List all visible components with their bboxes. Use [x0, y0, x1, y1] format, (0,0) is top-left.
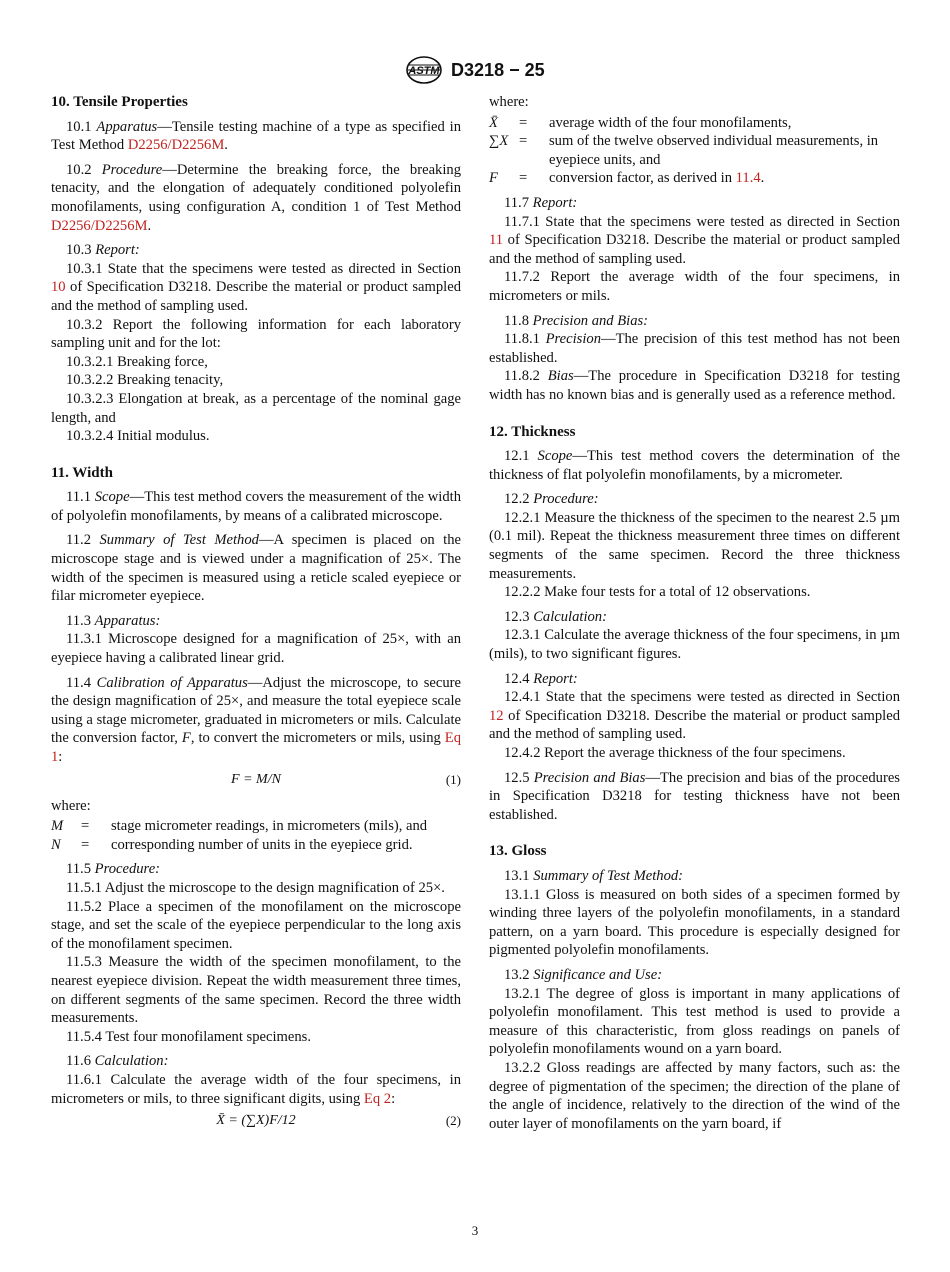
- para-10-3-2-4: 10.3.2.4 Initial modulus.: [66, 428, 210, 445]
- page-number: 3: [471, 1223, 479, 1238]
- para-11-8-1: 11.8.1 Precision—The precision of this test method has not been established.: [489, 331, 900, 366]
- left-column: [51, 93, 461, 1138]
- para-10-3-2: 10.3.2 Report the following information for each laboratory sampling unit and for the lot:: [51, 316, 461, 352]
- astm-logo-icon: [405, 55, 443, 85]
- para-10-3-2-3: 10.3.2.3 Elongation at break, as a percentage of the nominal gage length, and: [51, 390, 461, 426]
- para-13-2-2: 13.2.2 Gloss readings are affected by many factors, such as: the degree of pigmentation of the specimen; the direction of the plane of the angle of incidence, relatively to the direction of the wind of the outer layer of monofilaments on the yarn board, if: [489, 1059, 900, 1132]
- para-11-6-1: 11.6.1 Calculate the average width of the four specimens, in micrometers or mils, to three significant digits, using Eq 2:: [51, 1071, 461, 1107]
- definition-row: F = conversion factor, as derived in 11.4.: [489, 170, 765, 187]
- where-label: where:: [489, 94, 529, 110]
- section-10-title: 10. Tensile Properties: [51, 94, 188, 110]
- para-11-8-2: 11.8.2 Bias—The procedure in Specification D3218 for testing width has no known bias and is generally used as a reference method.: [489, 368, 900, 403]
- link-section-12[interactable]: 12: [489, 707, 504, 724]
- para-12-2: 12.2 Procedure:: [504, 491, 599, 508]
- para-10-3: 10.3 Report:: [66, 242, 140, 259]
- para-11-5-4: 11.5.4 Test four monofilament specimens.: [66, 1028, 312, 1045]
- definition-row: M = stage micrometer readings, in micrometers (mils), and: [51, 818, 428, 835]
- link-d2256[interactable]: D2256/D2256M: [127, 137, 225, 154]
- equation-1-formula: F = M/N: [231, 771, 281, 787]
- equation-2: [51, 1112, 461, 1134]
- para-12-4: 12.4 Report:: [504, 670, 578, 687]
- para-13-1: 13.1 Summary of Test Method:: [504, 867, 684, 884]
- para-11-4: 11.4 Calibration of Apparatus—Adjust the microscope, to secure the design magnification of 25×, and measure the total eyepiece scale using a stage micrometer, graduated in micrometers or mils. Calculate the conversion factor, F, to convert the micrometers or mils, using Eq 1:: [51, 674, 461, 765]
- para-11-5-1: 11.5.1 Adjust the microscope to the design magnification of 25×.: [66, 879, 445, 896]
- para-12-3: 12.3 Calculation:: [504, 608, 607, 625]
- variable-definitions-2: [489, 114, 900, 188]
- para-11-8: 11.8 Precision and Bias:: [504, 312, 649, 329]
- where-label: where:: [51, 797, 91, 814]
- para-13-2: 13.2 Significance and Use:: [504, 966, 663, 983]
- para-12-2-1: 12.2.1 Measure the thickness of the specimen to the nearest 2.5 µm (0.1 mil). Repeat the thickness measurement three times on different segments of the same specimen. Record the three thickness measurements.: [489, 509, 900, 582]
- variable-definitions-1: [51, 817, 461, 854]
- right-column: [489, 93, 900, 1133]
- link-11-4[interactable]: 11.4: [735, 170, 761, 187]
- para-11-5-3: 11.5.3 Measure the width of the specimen monofilament, to the nearest eyepiece division. Repeat the width measurement three times, on different segments of the same specimen. Record the three width measurements.: [51, 954, 461, 1027]
- para-10-3-2-1: 10.3.2.1 Breaking force,: [66, 353, 208, 370]
- para-11-3-1: 11.3.1 Microscope designed for a magnification of 25×, with an eyepiece having a calibrated linear grid.: [51, 631, 461, 667]
- equation-1-number: (1): [445, 771, 461, 787]
- para-11-3: 11.3 Apparatus:: [66, 612, 161, 629]
- para-12-4-1: 12.4.1 State that the specimens were tested as directed in Section 12 of Specification D3218. Describe the material or product sampled and the method of sampling used.: [489, 689, 900, 743]
- equation-1: [51, 771, 461, 793]
- link-d2256[interactable]: D2256/D2256M: [51, 217, 148, 234]
- para-11-5: 11.5 Procedure:: [66, 861, 161, 878]
- equation-2-formula: X̄ = (∑X)F/12: [216, 1113, 296, 1129]
- para-10-3-1: 10.3.1 State that the specimens were tested as directed in Section 10 of Specification D3218. Describe the material or product sampled and the method of sampling used.: [51, 260, 461, 314]
- para-12-2-2: 12.2.2 Make four tests for a total of 12 observations.: [504, 584, 811, 601]
- para-12-3-1: 12.3.1 Calculate the average thickness of the four specimens, in µm (mils), to two significant figures.: [489, 627, 900, 663]
- section-12-title: 12. Thickness: [489, 423, 576, 440]
- para-11-7: 11.7 Report:: [504, 194, 578, 211]
- para-10-2: 10.2 Procedure—Determine the breaking force, the breaking tenacity, and the elongation of adequately conditioned polyolefin monofilaments, using configuration A, condition 1 of Test Method D2256/D2256M.: [51, 161, 461, 234]
- para-11-2: 11.2 Summary of Test Method—A specimen is placed on the microscope stage and is viewed under a magnification of 25×. The width of the specimen is measured using a reticle scaled eyepiece or filar micrometer eyepiece.: [51, 532, 461, 605]
- definition-row: N = corresponding number of units in the eyepiece grid.: [51, 836, 413, 853]
- link-section-10[interactable]: 10: [51, 279, 66, 296]
- para-13-2-1: 13.2.1 The degree of gloss is important in many applications of polyolefin monofilament. This test method is used to provide a measure of this characteristic, from gloss readings on panels of polyolefin monofilaments wound on a yarn board.: [489, 985, 900, 1058]
- para-12-4-2: 12.4.2 Report the average thickness of the four specimens.: [504, 745, 846, 761]
- definition-row: X̄ = average width of the four monofilaments,: [489, 114, 792, 131]
- para-10-3-2-2: 10.3.2.2 Breaking tenacity,: [66, 372, 224, 389]
- para-11-7-2: 11.7.2 Report the average width of the four specimens, in micrometers or mils.: [489, 269, 900, 304]
- para-11-6: 11.6 Calculation:: [66, 1053, 169, 1070]
- link-eq-1[interactable]: Eq 1: [51, 730, 461, 765]
- svg-text:ASTM: ASTM: [408, 65, 440, 77]
- para-13-1-1: 13.1.1 Gloss is measured on both sides of a specimen formed by winding three layers of the polyolefin monofilaments, in a standard pattern, on a yarn board. This procedure is especially designed for pigmented polyolefin monofilaments.: [489, 886, 900, 959]
- page-header: [0, 55, 950, 85]
- equation-2-number: (2): [445, 1113, 461, 1129]
- section-13-title: 13. Gloss: [489, 843, 547, 860]
- link-section-11[interactable]: 11: [489, 232, 504, 249]
- document-designation: D3218 − 25: [451, 59, 545, 80]
- para-11-1: 11.1 Scope—This test method covers the measurement of the width of polyolefin monofilaments, by means of a calibrated microscope.: [51, 489, 461, 524]
- para-11-5-2: 11.5.2 Place a specimen of the monofilament on the microscope stage, and set the scale of the eyepiece perpendicular to the long axis of the monofilament specimen.: [51, 898, 461, 952]
- section-11-title: 11. Width: [51, 464, 113, 481]
- para-12-1: 12.1 Scope—This test method covers the determination of the thickness of flat polyolefin monofilaments, by a micrometer.: [489, 448, 900, 483]
- link-eq-2[interactable]: Eq 2: [363, 1090, 392, 1107]
- definition-row: ∑X = sum of the twelve observed individual measurements, in eyepiece units, and: [489, 133, 879, 168]
- para-10-1: 10.1 Apparatus—Tensile testing machine of a type as specified in Test Method D2256/D2256M.: [51, 118, 462, 154]
- para-12-5: 12.5 Precision and Bias—The precision and bias of the procedures in Specification D3218 for testing thickness have not been established.: [489, 769, 900, 823]
- para-11-7-1: 11.7.1 State that the specimens were tested as directed in Section 11 of Specification D3218. Describe the material or product sampled and the method of sampling used.: [489, 213, 900, 267]
